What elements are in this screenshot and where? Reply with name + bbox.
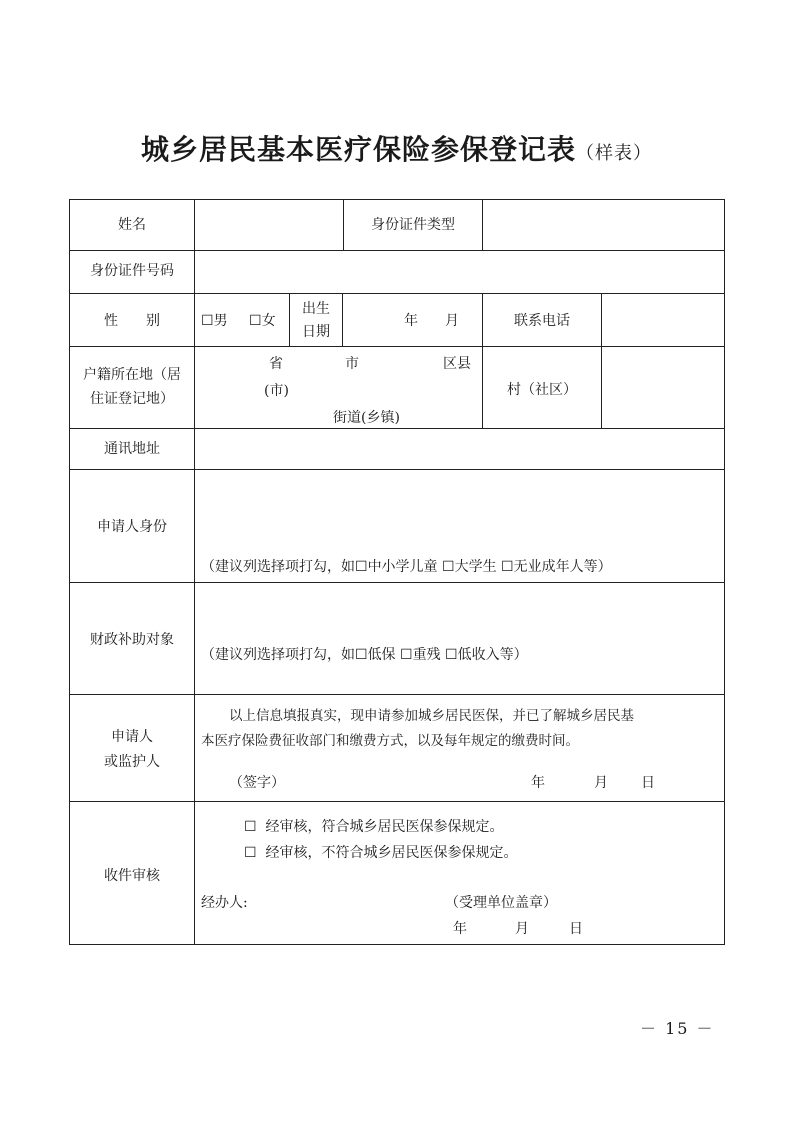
sign-year: 年 [531, 775, 545, 791]
cell-divider [601, 293, 602, 429]
address-label: 通讯地址 [104, 441, 160, 457]
village-field[interactable] [603, 348, 722, 426]
option-label: 重残 [412, 647, 441, 663]
review-option-rejected[interactable] [244, 843, 517, 863]
gender-label: 性 别 [104, 313, 160, 329]
review-option-label: 经审核，不符合城乡居民医保参保规定。 [265, 845, 518, 861]
district-unit: 区县 [443, 356, 471, 372]
row-divider [69, 293, 725, 294]
checkbox-icon[interactable]: ☐ [249, 313, 262, 329]
handler-label: 经办人: [201, 895, 248, 911]
checkbox-icon[interactable]: ☐ [244, 845, 257, 861]
cell-divider [482, 199, 483, 251]
gender-male-option[interactable] [201, 311, 228, 331]
checkbox-icon[interactable]: ☐ [501, 559, 514, 575]
subsidy-hint [201, 645, 528, 665]
guardian-label-line1: 申请人 [111, 729, 153, 745]
form-subtitle: （样表） [576, 143, 652, 164]
option-label: 中小学儿童 [367, 559, 438, 575]
declaration-line2: 本医疗保险费征收部门和缴费方式，以及每年规定的缴费时间。 [201, 733, 579, 749]
signature-field[interactable] [300, 770, 500, 794]
subsidy-label: 财政补助对象 [90, 632, 174, 648]
address-field[interactable] [196, 430, 722, 467]
review-option-label: 经审核，符合城乡居民医保参保规定。 [265, 819, 504, 835]
row-divider [69, 250, 725, 251]
row-divider [69, 801, 725, 802]
table-border-top [69, 199, 725, 200]
residence-label-line2: 住证登记地） [90, 391, 174, 407]
option-label: 低保 [367, 647, 396, 663]
applicant-id-label: 申请人身份 [97, 519, 167, 535]
gender-female-label: 女 [261, 313, 276, 329]
review-year: 年 [453, 921, 467, 937]
cell-divider [342, 293, 343, 347]
name-field[interactable] [196, 201, 341, 248]
phone-label: 联系电话 [514, 313, 570, 329]
review-option-approved[interactable] [244, 817, 503, 837]
form-title: 城乡居民基本医疗保险参保登记表 [140, 133, 576, 166]
name-label: 姓名 [118, 217, 146, 233]
sign-day: 日 [641, 775, 655, 791]
review-month: 月 [515, 921, 529, 937]
province-unit: 省 [269, 356, 283, 372]
gender-female-option[interactable] [249, 311, 276, 331]
birth-year: 年 [404, 313, 418, 329]
signature-label: （签字） [229, 775, 285, 791]
guardian-label-line2: 或监护人 [104, 754, 160, 770]
birth-label-line1: 出生 [302, 301, 330, 317]
id-type-label: 身份证件类型 [371, 217, 455, 233]
row-divider [69, 582, 725, 583]
birth-month: 月 [445, 313, 459, 329]
checkbox-icon[interactable]: ☐ [355, 559, 368, 575]
hint-prefix: （建议列选择项打勾，如 [201, 647, 355, 663]
street-unit: 街道(乡镇) [333, 410, 400, 426]
id-number-label: 身份证件号码 [90, 263, 174, 279]
residence-label-line1: 户籍所在地（居 [83, 367, 181, 383]
review-day: 日 [569, 921, 583, 937]
applicant-id-hint [201, 557, 612, 577]
sign-month: 月 [594, 775, 608, 791]
checkbox-icon[interactable]: ☐ [201, 313, 214, 329]
phone-field[interactable] [603, 295, 722, 344]
row-divider [69, 469, 725, 470]
checkbox-icon[interactable]: ☐ [442, 559, 455, 575]
city-unit: 市 [345, 356, 359, 372]
city-paren-unit: (市) [264, 383, 289, 399]
checkbox-icon[interactable]: ☐ [355, 647, 368, 663]
page-number: － 15 － [640, 1019, 715, 1038]
row-divider [69, 346, 725, 347]
birth-label-line2: 日期 [302, 324, 330, 340]
table-border-right [724, 199, 725, 945]
gender-male-label: 男 [213, 313, 228, 329]
table-border-bottom [69, 944, 725, 945]
label-column-divider [194, 199, 195, 945]
village-label: 村（社区） [507, 382, 577, 398]
id-number-field[interactable] [196, 252, 722, 291]
row-divider [69, 428, 725, 429]
page-number-value: 15 [665, 1019, 690, 1038]
checkbox-icon[interactable]: ☐ [400, 647, 413, 663]
review-label: 收件审核 [104, 868, 160, 884]
declaration-line1: 以上信息填报真实，现申请参加城乡居民医保，并已了解城乡居民基 [229, 708, 634, 724]
checkbox-icon[interactable]: ☐ [244, 819, 257, 835]
row-divider [69, 694, 725, 695]
option-label: 低收入等） [457, 647, 528, 663]
hint-prefix: （建议列选择项打勾，如 [201, 559, 355, 575]
checkbox-icon[interactable]: ☐ [445, 647, 458, 663]
seal-label: （受理单位盖章） [445, 895, 557, 911]
option-label: 大学生 [454, 559, 497, 575]
id-type-field[interactable] [484, 201, 722, 248]
option-label: 无业成年人等） [513, 559, 612, 575]
